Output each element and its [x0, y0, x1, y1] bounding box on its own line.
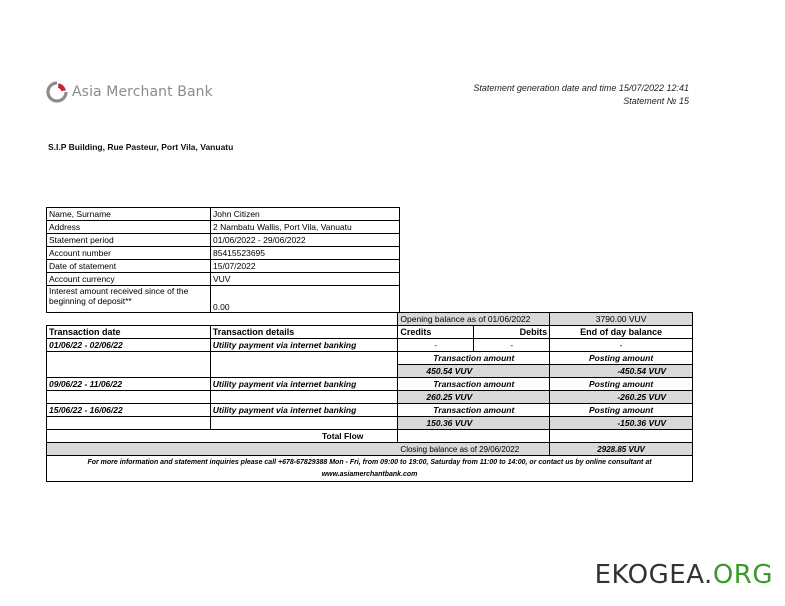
transaction-amount: 150.36 VUV	[398, 417, 550, 430]
info-row	[47, 247, 400, 260]
footer-contact-info: For more information and statement inquiries please call +678-67829388 Mon - Fri, from 09:00 to 19:00, Saturday from 11:00 to 14:00, or contact us by online consultant at www.asiamerchantbank.com	[47, 456, 693, 482]
table-row	[47, 417, 693, 430]
info-row	[47, 234, 400, 247]
statement-meta	[473, 82, 689, 108]
closing-balance-amount: 2928.85 VUV	[550, 443, 693, 456]
posting-amount-label: Posting amount	[550, 404, 693, 417]
bank-address: S.I.P Building, Rue Pasteur, Port Vila, Vanuatu	[48, 142, 234, 152]
bank-logo-icon	[46, 81, 68, 103]
header-credits: Credits	[398, 326, 474, 339]
transaction-amount-label: Transaction amount	[398, 378, 550, 391]
info-label: Date of statement	[47, 260, 211, 273]
header-transaction-details: Transaction details	[210, 326, 398, 339]
table-row	[47, 391, 693, 404]
info-value: 01/06/2022 - 29/06/2022	[211, 234, 400, 247]
posting-amount: -150.36 VUV	[550, 417, 693, 430]
credit-dash: -	[398, 339, 474, 352]
info-row	[47, 221, 400, 234]
transaction-date: 15/06/22 - 16/06/22	[47, 404, 211, 417]
info-label: Interest amount received since of the beginning of deposit**	[47, 286, 211, 313]
header-transaction-date: Transaction date	[47, 326, 211, 339]
total-flow-row	[47, 430, 693, 443]
header-debits: Debits	[474, 326, 550, 339]
info-label: Statement period	[47, 234, 211, 247]
transaction-amount: 450.54 VUV	[398, 365, 550, 378]
transaction-amount-label: Transaction amount	[398, 352, 550, 365]
opening-balance-label: Opening balance as of 01/06/2022	[398, 313, 550, 326]
eod-dash: -	[550, 339, 693, 352]
bank-logo	[46, 81, 213, 103]
info-value: John Citizen	[211, 208, 400, 221]
info-row	[47, 286, 400, 313]
watermark	[595, 560, 773, 590]
generation-datetime: Statement generation date and time 15/07/2022 12:41	[473, 83, 689, 93]
info-value: VUV	[211, 273, 400, 286]
transactions-table	[46, 312, 693, 482]
table-row	[47, 352, 693, 365]
info-label: Account number	[47, 247, 211, 260]
info-label: Name, Surname	[47, 208, 211, 221]
info-row	[47, 260, 400, 273]
posting-amount-label: Posting amount	[550, 378, 693, 391]
footer-row	[47, 456, 693, 482]
table-row	[47, 404, 693, 417]
closing-balance-row	[47, 443, 693, 456]
total-flow-label: Total Flow	[210, 430, 398, 443]
table-row	[47, 365, 693, 378]
posting-amount: -450.54 VUV	[550, 365, 693, 378]
info-value: 85415523695	[211, 247, 400, 260]
watermark-left: EKOGEA.	[594, 560, 713, 590]
transaction-details: Utility payment via internet banking	[210, 339, 398, 352]
debit-dash: -	[474, 339, 550, 352]
info-label: Account currency	[47, 273, 211, 286]
posting-amount: -260.25 VUV	[550, 391, 693, 404]
info-value: 2 Nambatu Wallis, Port Vila, Vanuatu	[211, 221, 400, 234]
transaction-amount: 260.25 VUV	[398, 391, 550, 404]
opening-balance-row	[47, 313, 693, 326]
customer-info-table	[46, 207, 400, 313]
info-value: 15/07/2022	[211, 260, 400, 273]
closing-balance-label: Closing balance as of 29/06/2022	[47, 443, 550, 456]
transaction-date: 01/06/22 - 02/06/22	[47, 339, 211, 352]
transaction-date: 09/06/22 - 11/06/22	[47, 378, 211, 391]
table-header-row	[47, 326, 693, 339]
statement-number: Statement № 15	[623, 96, 689, 106]
info-row	[47, 208, 400, 221]
info-value: 0.00	[211, 286, 400, 313]
header-end-of-day-balance: End of day balance	[550, 326, 693, 339]
table-row	[47, 378, 693, 391]
info-label: Address	[47, 221, 211, 234]
transaction-details: Utility payment via internet banking	[210, 378, 398, 391]
bank-name: Asia Merchant Bank	[72, 84, 213, 100]
opening-balance-amount: 3790.00 VUV	[550, 313, 693, 326]
posting-amount-label: Posting amount	[550, 352, 693, 365]
watermark-right: ORG	[712, 560, 773, 590]
transaction-amount-label: Transaction amount	[398, 404, 550, 417]
info-row	[47, 273, 400, 286]
table-row	[47, 339, 693, 352]
transaction-details: Utility payment via internet banking	[210, 404, 398, 417]
